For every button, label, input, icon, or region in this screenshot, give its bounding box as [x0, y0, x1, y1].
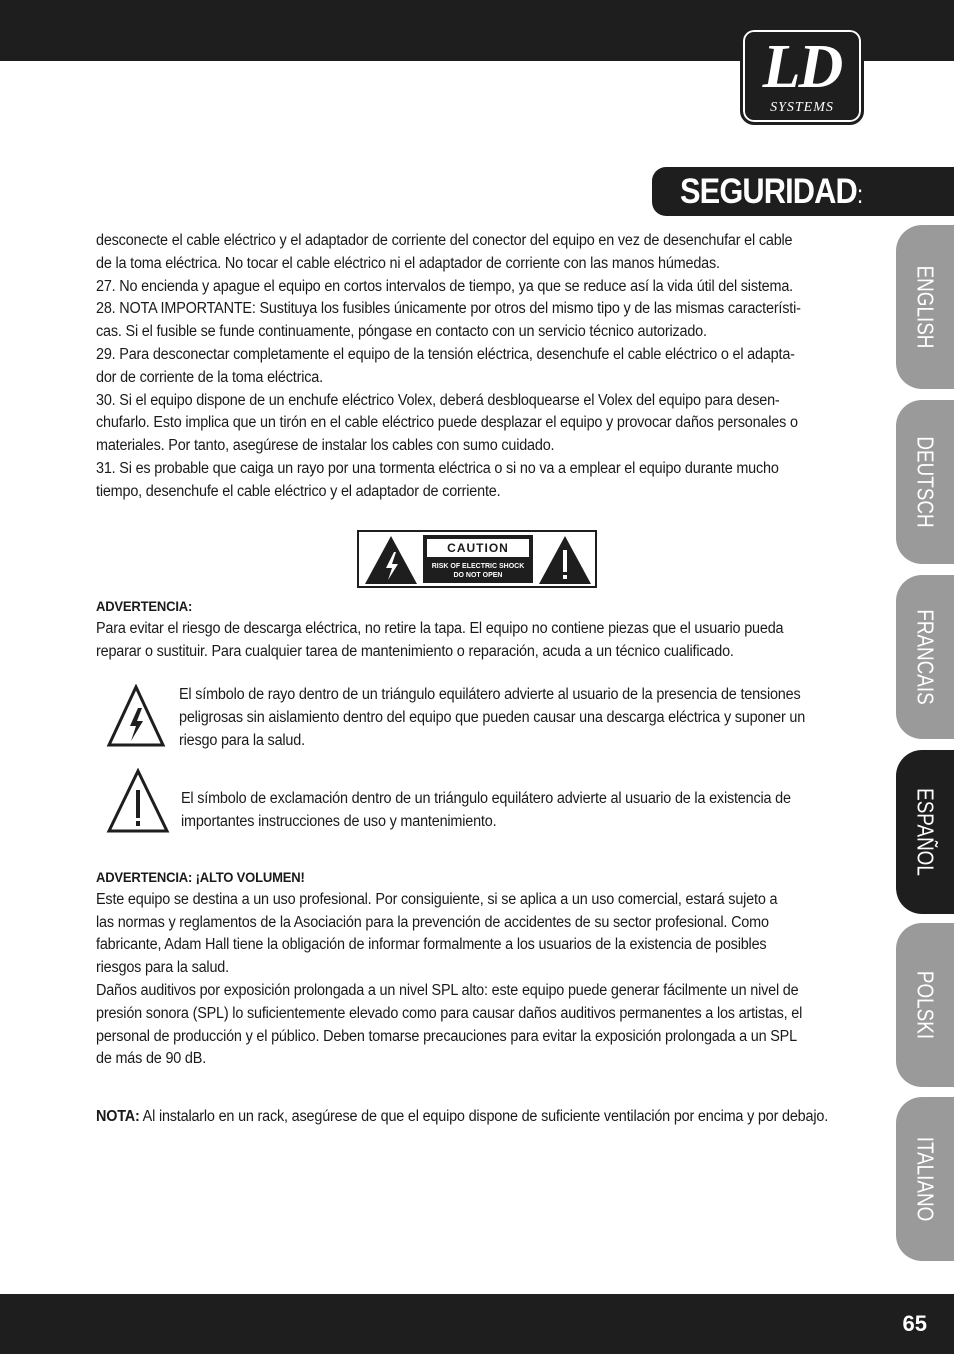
text-line: 30. Si el equipo dispone de un enchufe eléctrico Volex, deberá desbloquearse el Volex del equipo para desen-	[96, 391, 780, 409]
warning-heading: ADVERTENCIA: ¡ALTO VOLUMEN!	[96, 869, 305, 885]
text-line: materiales. Por tanto, asegúrese de instalar los cables con sumo cuidado.	[96, 437, 555, 455]
lightning-warning-icon	[361, 532, 421, 586]
text-line: las normas y reglamentos de la Asociación para la prevención de accidentes de su sector profesional. Como	[96, 913, 769, 931]
text-line: fabricante, Adam Hall tiene la obligación de informar formalmente a los usuarios de la existencia de posibles	[96, 936, 767, 954]
tab-label: ITALIANO	[912, 1136, 939, 1222]
text-line: Para evitar el riesgo de descarga eléctrica, no retire la tapa. El equipo no contiene piezas que el usuario pueda	[96, 619, 784, 637]
logo-systems-text: SYSTEMS	[770, 100, 834, 115]
text-line: El símbolo de exclamación dentro de un triángulo equilátero advierte al usuario de la existencia de	[181, 790, 791, 807]
text-line: cas. Si el fusible se funde continuamente, póngase en contacto con un servicio técnico autorizado.	[96, 323, 707, 341]
page-number: 65	[902, 1311, 927, 1336]
ld-systems-logo	[740, 27, 864, 125]
note-line	[96, 1106, 859, 1129]
bottom-bar	[0, 1294, 954, 1354]
tab-label: ENGLISH	[912, 265, 939, 349]
tab-espanol[interactable]	[896, 750, 954, 914]
lightning-triangle-icon	[106, 684, 166, 748]
tab-deutsch[interactable]	[896, 400, 954, 564]
text-line: dor de corriente de la toma eléctrica.	[96, 368, 323, 386]
tab-label: FRANCAIS	[912, 609, 939, 705]
text-line: peligrosas sin aislamiento dentro del equipo que pueden causar una descarga eléctrica y suponer un	[179, 708, 806, 726]
note-label: NOTA:	[96, 1108, 140, 1125]
tab-label: POLSKI	[912, 970, 939, 1040]
caution-label	[357, 530, 597, 588]
text-line: 29. Para desconectar completamente el equipo de la tensión eléctrica, desenchufe el cable eléctrico o el adapta-	[96, 345, 795, 363]
warning-section	[96, 595, 858, 663]
caution-subtext	[423, 562, 533, 580]
caution-center-panel	[423, 535, 533, 583]
exclamation-triangle-icon	[106, 768, 170, 834]
text-line: de la toma eléctrica. No tocar el cable eléctrico ni el adaptador de corriente con las manos húmedas.	[96, 254, 720, 272]
text-line: 31. Si es probable que caiga un rayo por una tormenta eléctrica o si no va a emplear el equipo durante mucho	[96, 459, 779, 477]
tab-label: DEUTSCH	[912, 436, 939, 528]
tab-italiano[interactable]	[896, 1097, 954, 1261]
section-title-bar	[652, 167, 954, 216]
caution-subtext-line: RISK OF ELECTRIC SHOCK	[431, 563, 525, 570]
lightning-symbol-text	[179, 684, 869, 752]
intro-text	[96, 230, 858, 504]
exclamation-symbol-text	[181, 788, 871, 834]
caution-title: CAUTION	[427, 539, 529, 557]
text-line: Este equipo se destina a un uso profesional. Por consiguiente, si se aplica a un uso comercial, estará sujeto a	[96, 890, 778, 908]
text-line: importantes instrucciones de uso y mantenimiento.	[181, 812, 497, 830]
logo-ld-text: LD	[762, 33, 842, 101]
text-line: 28. NOTA IMPORTANTE: Sustituya los fusibles únicamente por otros del mismo tipo y de las mismas característi-	[96, 300, 801, 318]
text-line: presión sonora (SPL) lo suficientemente elevado como para causar daños auditivos permanentes a los artistas, el	[96, 1004, 803, 1022]
tab-english[interactable]	[896, 225, 954, 389]
warning-heading: ADVERTENCIA:	[96, 598, 193, 614]
text-line: El símbolo de rayo dentro de un triángulo equilátero advierte al usuario de la presencia de tensiones	[179, 686, 801, 703]
tab-polski[interactable]	[896, 923, 954, 1087]
exclamation-warning-icon	[535, 532, 595, 586]
text-line: 27. No encienda y apague el equipo en cortos intervalos de tiempo, ya que se reduce así la vida útil del sistema.	[96, 277, 793, 295]
volume-warning-section	[96, 866, 858, 1071]
note-text: Al instalarlo en un rack, asegúrese de que el equipo dispone de suficiente ventilación por encima y por debajo.	[139, 1108, 829, 1125]
text-line: riesgo para la salud.	[179, 731, 305, 749]
text-line: desconecte el cable eléctrico y el adaptador de corriente del conector del equipo en vez de desenchufar el cable	[96, 232, 793, 249]
text-line: personal de producción y el público. Deben tomarse precauciones para evitar la exposición prolongada a un SPL	[96, 1027, 797, 1045]
tab-label: ESPAÑOL	[912, 788, 939, 876]
note-section	[96, 1106, 858, 1129]
text-line: de más de 90 dB.	[96, 1050, 207, 1068]
text-line: reparar o sustituir. Para cualquier tarea de mantenimiento o reparación, acuda a un técnico cualificado.	[96, 642, 734, 660]
text-line: tiempo, desenchufe el cable eléctrico y el adaptador de corriente.	[96, 482, 501, 500]
caution-subtext-line: DO NOT OPEN	[453, 572, 503, 579]
text-line: Daños auditivos por exposición prolongada a un nivel SPL alto: este equipo puede generar fácilmente un nivel de	[96, 981, 799, 999]
page-title: SEGURIDAD:	[680, 172, 863, 211]
text-line: riesgos para la salud.	[96, 959, 229, 977]
text-line: chufarlo. Esto implica que un tirón en el cable eléctrico puede desplazar el equipo y provocar daños personales o	[96, 414, 798, 432]
tab-francais[interactable]	[896, 575, 954, 739]
